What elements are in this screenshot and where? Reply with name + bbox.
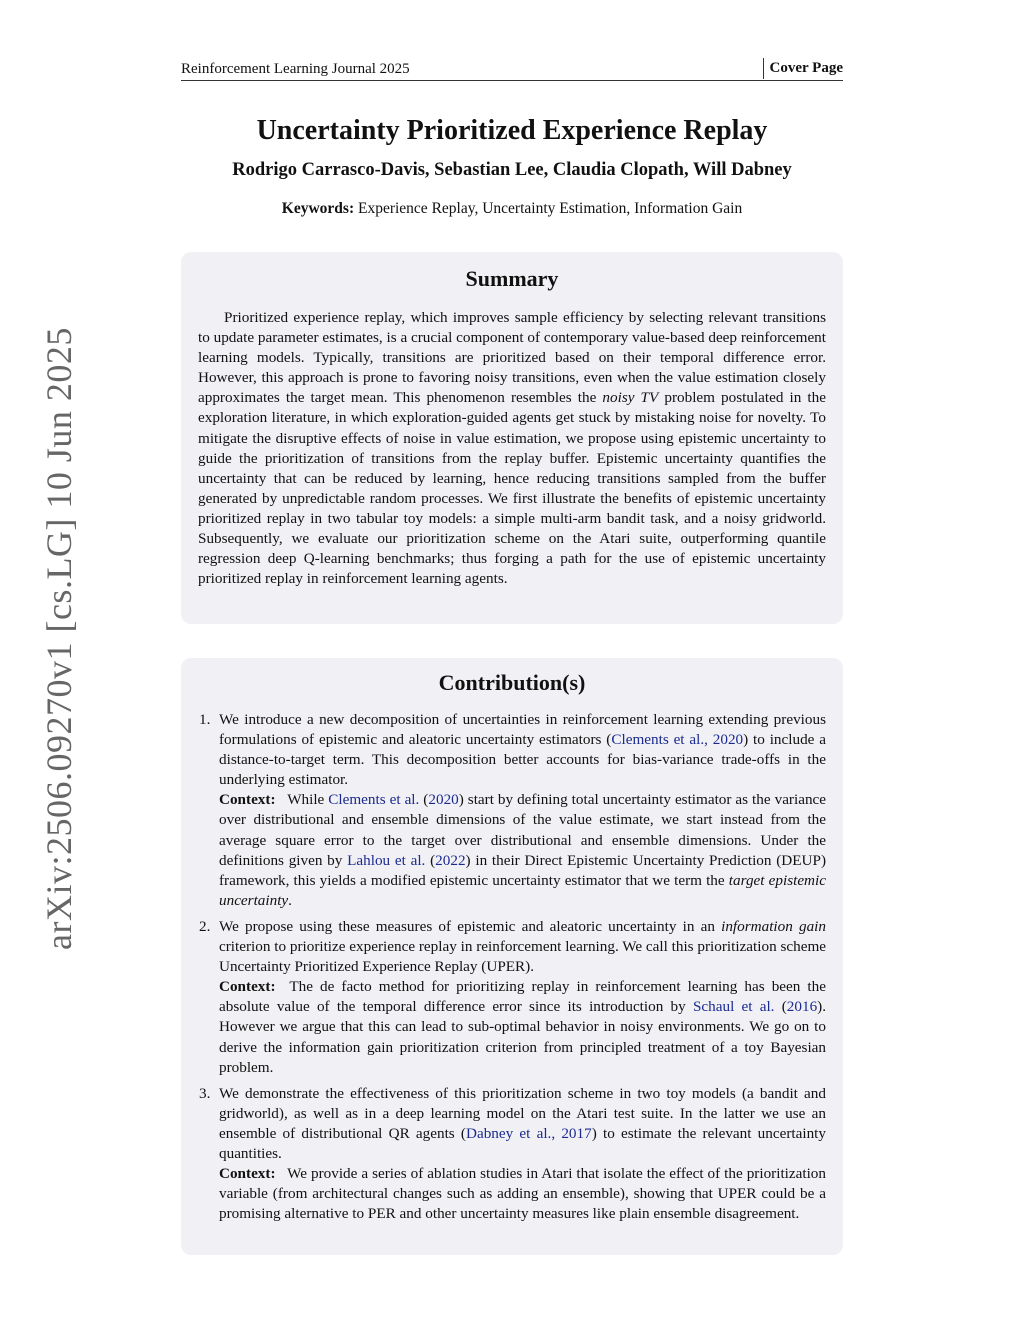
citation-year-link[interactable]: 2022: [435, 851, 466, 869]
context-label: Context:: [219, 791, 276, 809]
contribution-item: 2. We propose using these measures of epistemic and aleatoric uncertainty in an information gain criterion to prioritize experience replay in reinforcement learning. We call this prioritization scheme Uncertainty Prioritized Experience Replay (UPER). Context: The de facto method for prioritizing replay in reinforcement learning has been the absolute value of the temporal difference error since its introduction by Schaul et al. (2016). However we argue that this can lead to sub-optimal behavior in noisy environments. We go on to derive the information gain prioritization criterion from principled treatment of a toy Bayesian problem.: [199, 917, 827, 1076]
citation-year-link[interactable]: 2020: [428, 791, 459, 809]
citation-year-link[interactable]: 2016: [786, 998, 818, 1016]
noisy-tv-term: noisy TV: [602, 389, 659, 407]
summary-box: [181, 252, 843, 624]
citation-link[interactable]: Dabney et al., 2017: [465, 1124, 592, 1142]
citation-link[interactable]: Schaul et al.: [692, 998, 775, 1016]
section-label: Cover Page: [763, 58, 843, 79]
contribution-item: 1. We introduce a new decomposition of uncertainties in reinforcement learning extending previous formulations of epistemic and aleatoric uncertainty estimators (Clements et al., 2020) to include a distance-to-target term. This decomposition better accounts for bias-variance trade-offs in the underlying estimator. Context: While Clements et al. (2020) start by defining total uncertainty estimator as the variance over distributional and ensemble dimensions of the value estimate, we start instead from the average square error to the target over distributional and ensemble dimensions. Under the definitions given by Lahlou et al. (2022) in their Direct Epistemic Uncertainty Prediction (DEUP) framework, this yields a modified epistemic uncertainty estimator that we term the target epistemic uncertainty.: [199, 711, 827, 909]
author-list: Rodrigo Carrasco-Davis, Sebastian Lee, Claudia Clopath, Will Dabney: [232, 160, 792, 180]
contributions-box: [181, 658, 843, 1255]
journal-name: Reinforcement Learning Journal 2025: [181, 61, 410, 77]
citation-link[interactable]: Lahlou et al.: [347, 851, 426, 869]
keywords-value: Experience Replay, Uncertainty Estimation, Information Gain: [357, 200, 743, 217]
contributions-list: [181, 710, 843, 1224]
item-number: 1.: [199, 711, 211, 728]
contribution-item: 3. We demonstrate the effectiveness of this prioritization scheme in two toy models (a bandit and gridworld), as well as in a deep learning model on the Atari test suite. In the latter we use an ensemble of distributional QR agents (Dabney et al., 2017) to estimate the relevant uncertainty quantities. Context: We provide a series of ablation studies in Atari that isolate the effect of the prioritization variable (from architectural changes such as adding an ensemble), showing that UPER could be a promising alternative to PER and other uncertainty measures like plain ensemble disagreement.: [199, 1084, 826, 1223]
citation-link[interactable]: Clements et al.: [328, 791, 420, 809]
summary-paragraph: Prioritized experience replay, which improves sample efficiency by selecting relevant transitions to update parameter estimates, is a crucial component of contemporary value-based deep reinforcement learning models. Typically, transitions are prioritized based on their temporal difference error. However, this approach is prone to favoring noisy transitions, even when the value estimation closely approximates the target mean. This phenomenon resembles the noisy TV problem postulated in the exploration literature, in which exploration-guided agents get stuck by mistaking noise for novelty. To mitigate the disruptive effects of noise in value estimation, we propose using epistemic uncertainty to guide the prioritization of transitions from the replay buffer. Epistemic uncertainty quantifies the uncertainty that can be reduced by learning, hence reducing transitions sampled from the buffer generated by unpredictable random processes. We first illustrate the benefits of epistemic uncertainty prioritized replay in two tabular toy models: a simple multi-arm bandit task, and a noisy gridworld. Subsequently, we evaluate our prioritization scheme on the Atari suite, outperforming quantile regression deep Q-learning benchmarks; thus forging a path for the use of epistemic uncertainty prioritized replay in reinforcement learning agents.: [198, 309, 826, 588]
arxiv-identifier: arXiv:2506.09270v1 [cs.LG] 10 Jun 2025: [39, 327, 79, 950]
item-number: 3.: [199, 1084, 211, 1102]
context-label: Context:: [219, 1165, 276, 1183]
context-label: Context:: [219, 978, 276, 996]
item-number: 2.: [199, 917, 211, 935]
running-header: [181, 60, 843, 81]
citation-link[interactable]: Clements et al., 2020: [611, 731, 744, 749]
keywords-label: Keywords:: [281, 200, 355, 217]
summary-heading: Summary: [465, 266, 559, 291]
keywords-line: [0, 200, 1024, 218]
contributions-heading: Contribution(s): [438, 670, 586, 695]
paper-title: Uncertainty Prioritized Experience Replay: [256, 115, 768, 146]
